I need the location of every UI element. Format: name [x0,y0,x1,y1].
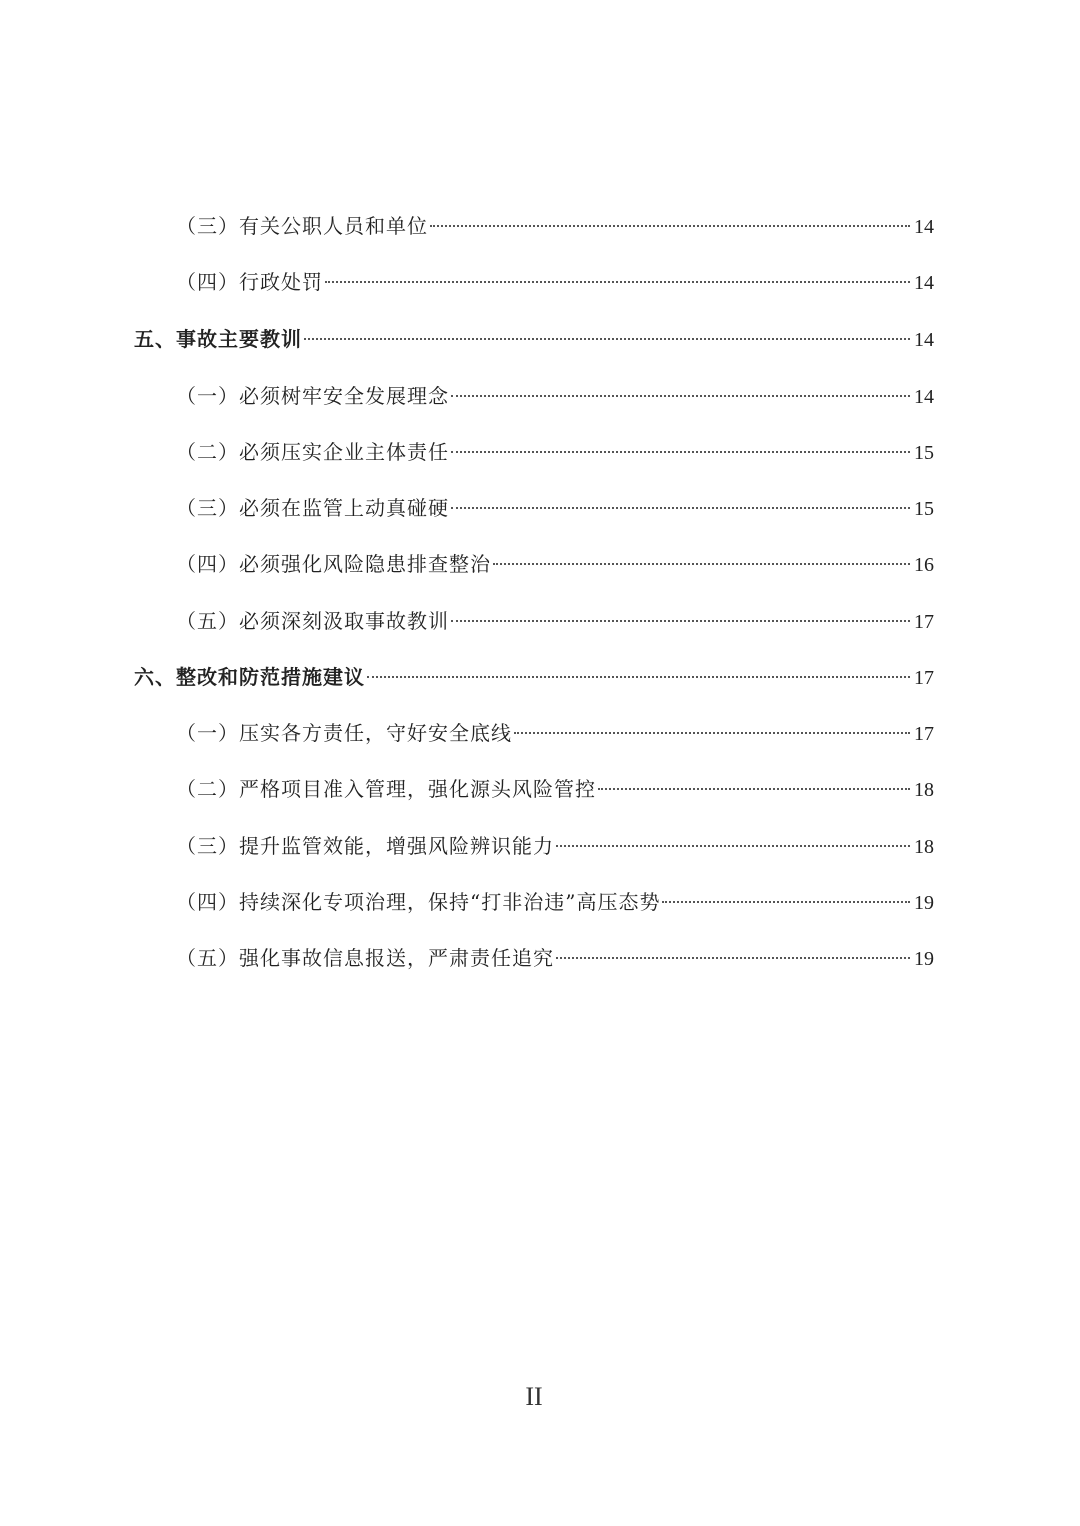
toc-entry-title: （二）必须压实企业主体责任 [176,440,449,464]
toc-entry-title: （二）严格项目准入管理，强化源头风险管控 [176,777,596,801]
toc-entry-page: 14 [914,386,934,408]
toc-dot-leader [430,225,910,227]
toc-entry-page: 19 [914,948,934,970]
toc-entry-title: 六、整改和防范措施建议 [134,665,365,689]
toc-entry-page: 15 [914,442,934,464]
toc-section-heading[interactable] [134,319,934,359]
toc-entry[interactable] [176,376,934,416]
toc-entry[interactable] [176,713,934,753]
toc-entry-page: 17 [914,611,934,633]
toc-entry-title: （四）行政处罚 [176,270,323,294]
toc-section-heading[interactable] [134,657,934,697]
toc-entry[interactable] [176,769,934,809]
toc-entry[interactable] [176,882,934,922]
toc-entry-page: 17 [914,667,934,689]
page-number: II [525,1382,543,1411]
toc-entry-page: 18 [914,836,934,858]
toc-dot-leader [662,901,910,903]
toc-dot-leader [325,281,910,283]
toc-entry-page: 17 [914,723,934,745]
toc-entry-title: （三）提升监管效能，增强风险辨识能力 [176,834,554,858]
toc-dot-leader [493,563,910,565]
toc-entry[interactable] [176,488,934,528]
toc-entry-page: 14 [914,329,934,351]
toc-dot-leader [514,732,910,734]
toc-entry-page: 14 [914,216,934,238]
toc-entry-title: （三）有关公职人员和单位 [176,214,428,238]
toc-entry[interactable] [176,544,934,584]
toc-entry-page: 19 [914,892,934,914]
toc-dot-leader [367,676,910,678]
toc-entry[interactable] [176,826,934,866]
toc-entry-page: 18 [914,779,934,801]
toc-dot-leader [556,957,910,959]
toc-entry-title: （四）持续深化专项治理，保持“打非治违”高压态势 [176,890,661,914]
toc-dot-leader [556,845,910,847]
toc-entry-title: 五、事故主要教训 [134,327,302,351]
toc-dot-leader [451,395,910,397]
toc-entry-title: （五）强化事故信息报送，严肃责任追究 [176,946,554,970]
toc-dot-leader [451,451,910,453]
toc-entry-page: 16 [914,554,934,576]
toc-entry-title: （一）必须树牢安全发展理念 [176,384,449,408]
toc-dot-leader [304,338,910,340]
toc-dot-leader [451,507,910,509]
toc-entry-page: 14 [914,272,934,294]
toc-entry[interactable] [176,206,934,246]
toc-entry-title: （五）必须深刻汲取事故教训 [176,609,449,633]
toc-entry[interactable] [176,432,934,472]
toc-entry[interactable] [176,938,934,978]
toc-entry[interactable] [176,601,934,641]
toc-entry-title: （一）压实各方责任，守好安全底线 [176,721,512,745]
toc-entry-title: （三）必须在监管上动真碰硬 [176,496,449,520]
toc-dot-leader [451,620,910,622]
toc-entry-page: 15 [914,498,934,520]
toc-entry-title: （四）必须强化风险隐患排查整治 [176,552,491,576]
toc-entry[interactable] [176,262,934,302]
toc-dot-leader [598,788,910,790]
